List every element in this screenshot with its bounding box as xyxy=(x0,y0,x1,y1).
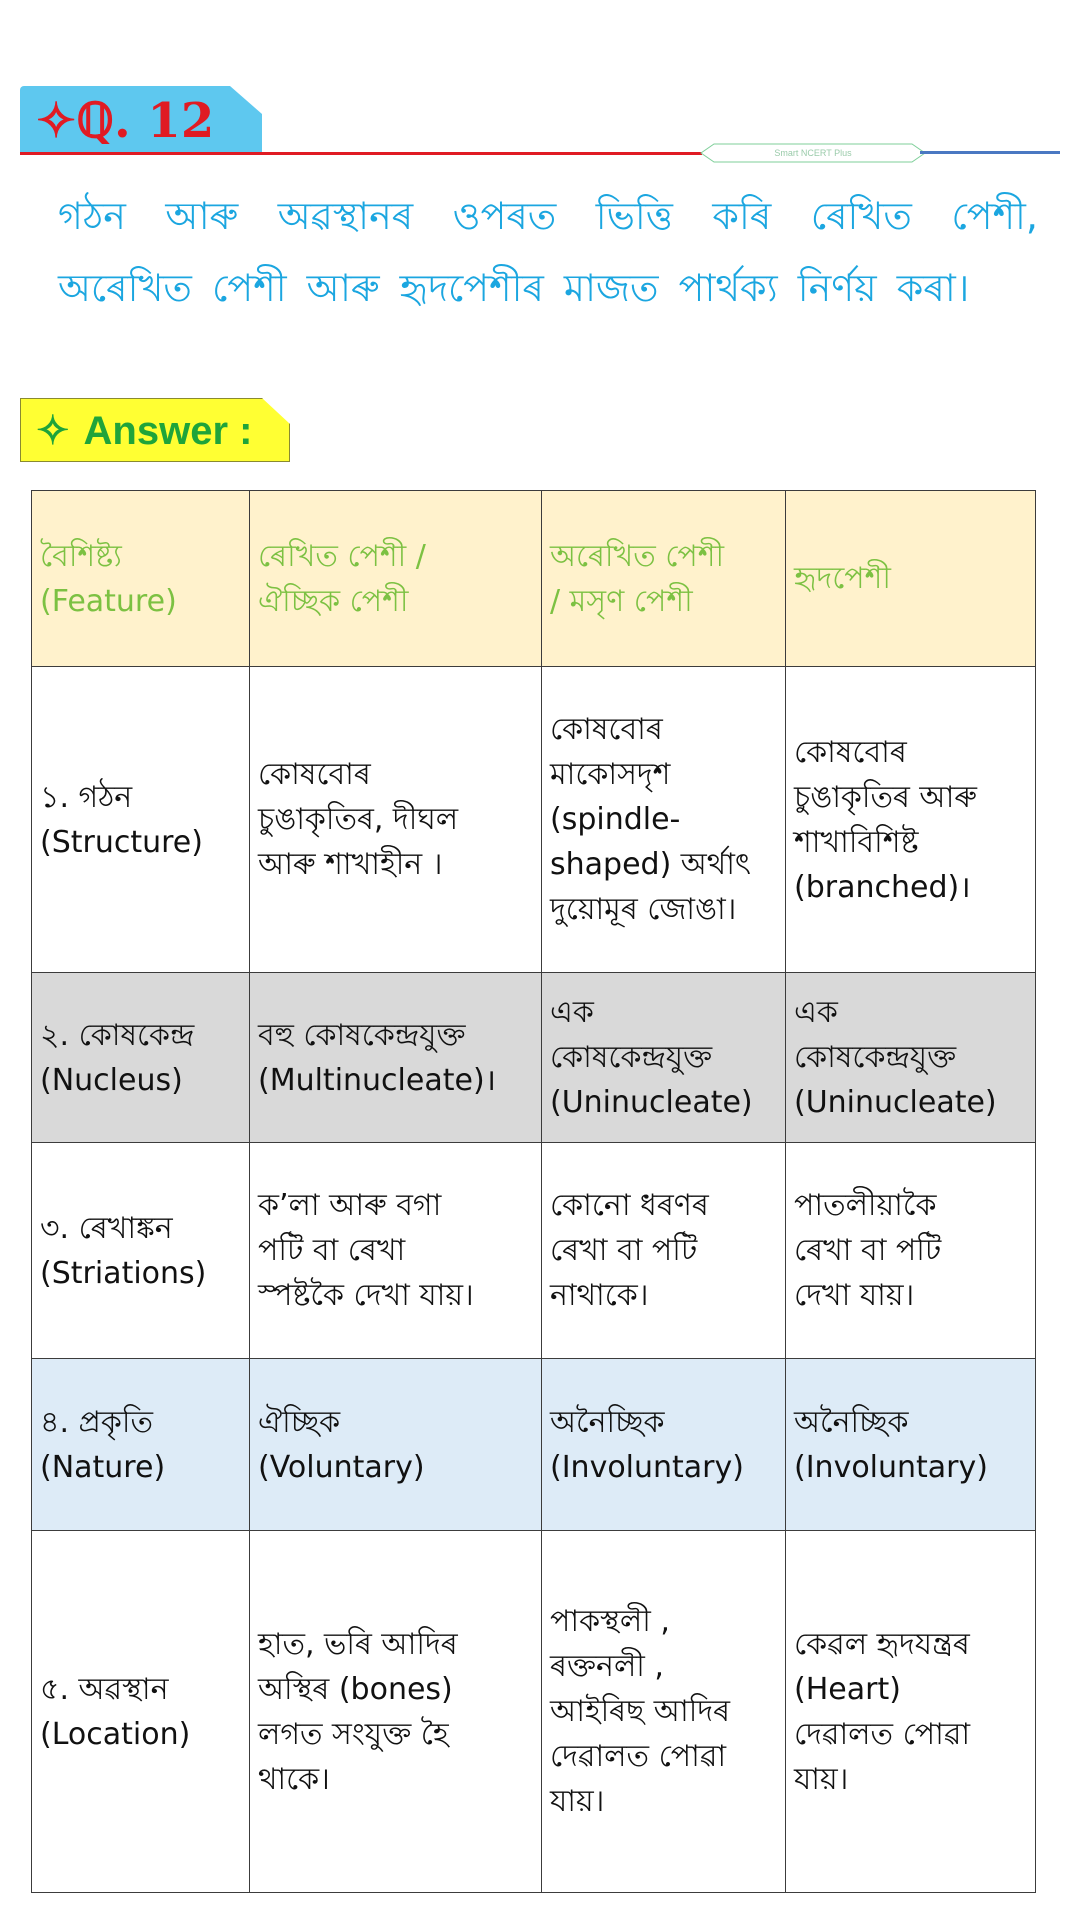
cell-text-line: কোষকেন্দ্ৰযুক্ত xyxy=(550,1040,713,1075)
cell-text-line: কোষবোৰ xyxy=(550,712,663,747)
question-number: ✧ℚ. 12 xyxy=(36,93,215,149)
cell-text-line: থাকে। xyxy=(258,1761,330,1797)
cell-text-line: কোষকেন্দ্ৰযুক্ত xyxy=(794,1040,957,1075)
table-cell xyxy=(542,1143,786,1359)
table-cell xyxy=(542,973,786,1143)
cell-text-line: (Striations) xyxy=(40,1255,207,1291)
table-cell xyxy=(32,667,250,973)
table-cell xyxy=(32,1143,250,1359)
cell-text-line: দেৱালত পোৱা xyxy=(550,1739,727,1774)
cell-text-line: অৰেখিত পেশী xyxy=(550,538,725,574)
cell-text-line: পাতলীয়াকৈ xyxy=(794,1188,937,1223)
cell-text-line: (Involuntary) xyxy=(794,1449,988,1485)
header-cell xyxy=(786,491,1036,667)
cell-text-line: আইৰিছ আদিৰ xyxy=(550,1694,731,1729)
table-row-nucleus xyxy=(32,973,1036,1143)
table-cell xyxy=(542,1359,786,1531)
cell-text-line: হৃদপেশী xyxy=(794,561,891,596)
table-cell xyxy=(32,1531,250,1893)
table-cell xyxy=(542,1531,786,1893)
cell-text-line: যায়। xyxy=(794,1761,849,1797)
sparkle-icon: ✧ xyxy=(36,409,70,453)
cell-text-line: (spindle- xyxy=(550,802,681,837)
cell-text-line: দেখা যায়। xyxy=(794,1278,915,1313)
cell-text-line: আৰু শাখাহীন । xyxy=(258,847,443,882)
header-cell xyxy=(542,491,786,667)
answer-heading xyxy=(36,400,252,462)
header-divider-blue xyxy=(920,151,1060,154)
cell-text-line: (Involuntary) xyxy=(550,1449,744,1485)
cell-text-line: অস্থিৰ (bones) xyxy=(258,1671,453,1707)
cell-text-line: কোনো ধৰণৰ xyxy=(550,1188,709,1223)
cell-text-line: ৪. প্ৰকৃতি xyxy=(40,1404,154,1440)
question-text: গঠন আৰু অৱস্থানৰ ওপৰত ভিত্তি কৰি ৰেখিত পেশী, অৰেখিত পেশী আৰু হৃদপেশীৰ মাজত পাৰ্থক্য নিৰ্ণয় কৰা। xyxy=(58,194,1038,310)
cell-text-line: (Voluntary) xyxy=(258,1449,425,1485)
watermark-text: Smart NCERT Plus xyxy=(774,148,852,158)
table-cell xyxy=(786,667,1036,973)
table-cell xyxy=(786,1143,1036,1359)
table-row-structure xyxy=(32,667,1036,973)
cell-text-line: (Structure) xyxy=(40,824,203,860)
answer-label: Answer : xyxy=(83,409,253,453)
cell-text-line: কোষবোৰ xyxy=(258,757,371,792)
cell-text-line: বহু কোষকেন্দ্ৰযুক্ত xyxy=(258,1017,466,1053)
cell-text-line: পাকস্থলী , xyxy=(550,1604,670,1639)
cell-text-line: চুঙাকৃতিৰ, দীঘল xyxy=(258,802,459,837)
cell-text-line: (branched)। xyxy=(794,869,971,905)
cell-text-line: মাকোসদৃশ xyxy=(550,757,671,792)
cell-text-line: কোষবোৰ xyxy=(794,734,907,770)
table-cell xyxy=(786,973,1036,1143)
cell-text-line: ৫. অৱস্থান xyxy=(40,1671,169,1707)
cell-text-line: স্পষ্টকৈ দেখা যায়। xyxy=(258,1278,474,1313)
table-header-row xyxy=(32,491,1036,667)
table-cell xyxy=(32,1359,250,1531)
cell-text-line: ৰেখা বা পটি xyxy=(794,1233,942,1268)
cell-text-line: ১. গঠন xyxy=(40,779,133,815)
cell-text-line: ৰেখা বা পটি xyxy=(550,1233,698,1268)
cell-text-line: (Uninucleate) xyxy=(550,1085,753,1120)
cell-text-line: (Location) xyxy=(40,1716,191,1752)
cell-text-line: বৈশিষ্ট্য xyxy=(40,538,122,574)
cell-text-line: অনৈচ্ছিক xyxy=(550,1404,665,1440)
cell-text-line: ৰেখিত পেশী / xyxy=(258,538,426,574)
cell-text-line: (Heart) xyxy=(794,1671,901,1707)
table-cell xyxy=(250,667,542,973)
table-cell xyxy=(786,1531,1036,1893)
cell-text-line: দেৱালত পোৱা xyxy=(794,1716,971,1752)
header-cell xyxy=(250,491,542,667)
cell-text-line: ৰক্তনলী , xyxy=(550,1649,664,1684)
comparison-table xyxy=(31,490,1036,1893)
cell-text-line: (Nature) xyxy=(40,1449,166,1485)
cell-text-line: ঐচ্ছিক পেশী xyxy=(258,583,409,619)
cell-text-line: শাখাবিশিষ্ট xyxy=(794,824,919,860)
cell-text-line: দুয়োমূৰ জোঙা। xyxy=(550,892,737,927)
cell-text-line: (Uninucleate) xyxy=(794,1085,997,1120)
header-cell xyxy=(32,491,250,667)
table-cell xyxy=(250,1531,542,1893)
cell-text-line: এক xyxy=(550,995,594,1030)
cell-text-line: (Multinucleate)। xyxy=(258,1062,497,1098)
table-row-location xyxy=(32,1531,1036,1893)
cell-text-line: ঐচ্ছিক xyxy=(258,1404,341,1440)
header-divider-red xyxy=(20,152,702,155)
table-cell xyxy=(786,1359,1036,1531)
cell-text-line: এক xyxy=(794,995,838,1030)
cell-text-line: যায়। xyxy=(550,1784,605,1819)
cell-text-line: (Nucleus) xyxy=(40,1062,183,1098)
cell-text-line: পটি বা ৰেখা xyxy=(258,1233,406,1268)
cell-text-line: ক’লা আৰু বগা xyxy=(258,1188,442,1223)
cell-text-line: ৩. ৰেখাঙ্কন xyxy=(40,1210,173,1246)
table-row-striations xyxy=(32,1143,1036,1359)
cell-text-line: নাথাকে। xyxy=(550,1278,649,1313)
cell-text-line: হাত, ভৰি আদিৰ xyxy=(258,1626,458,1662)
cell-text-line: (Feature) xyxy=(40,583,177,619)
table-row-nature xyxy=(32,1359,1036,1531)
cell-text-line: / মসৃণ পেশী xyxy=(550,583,693,619)
cell-text-line: কেৱল হৃদযন্ত্ৰৰ xyxy=(794,1626,970,1662)
table-cell xyxy=(250,973,542,1143)
table-cell xyxy=(542,667,786,973)
cell-text-line: shaped) অৰ্থাৎ xyxy=(550,847,751,882)
table-cell xyxy=(32,973,250,1143)
cell-text-line: ২. কোষকেন্দ্ৰ xyxy=(40,1017,195,1053)
cell-text-line: লগত সংযুক্ত হৈ xyxy=(258,1716,449,1752)
cell-text-line: চুঙাকৃতিৰ আৰু xyxy=(794,779,977,815)
cell-text-line: অনৈচ্ছিক xyxy=(794,1404,909,1440)
table-cell xyxy=(250,1143,542,1359)
table-cell xyxy=(250,1359,542,1531)
